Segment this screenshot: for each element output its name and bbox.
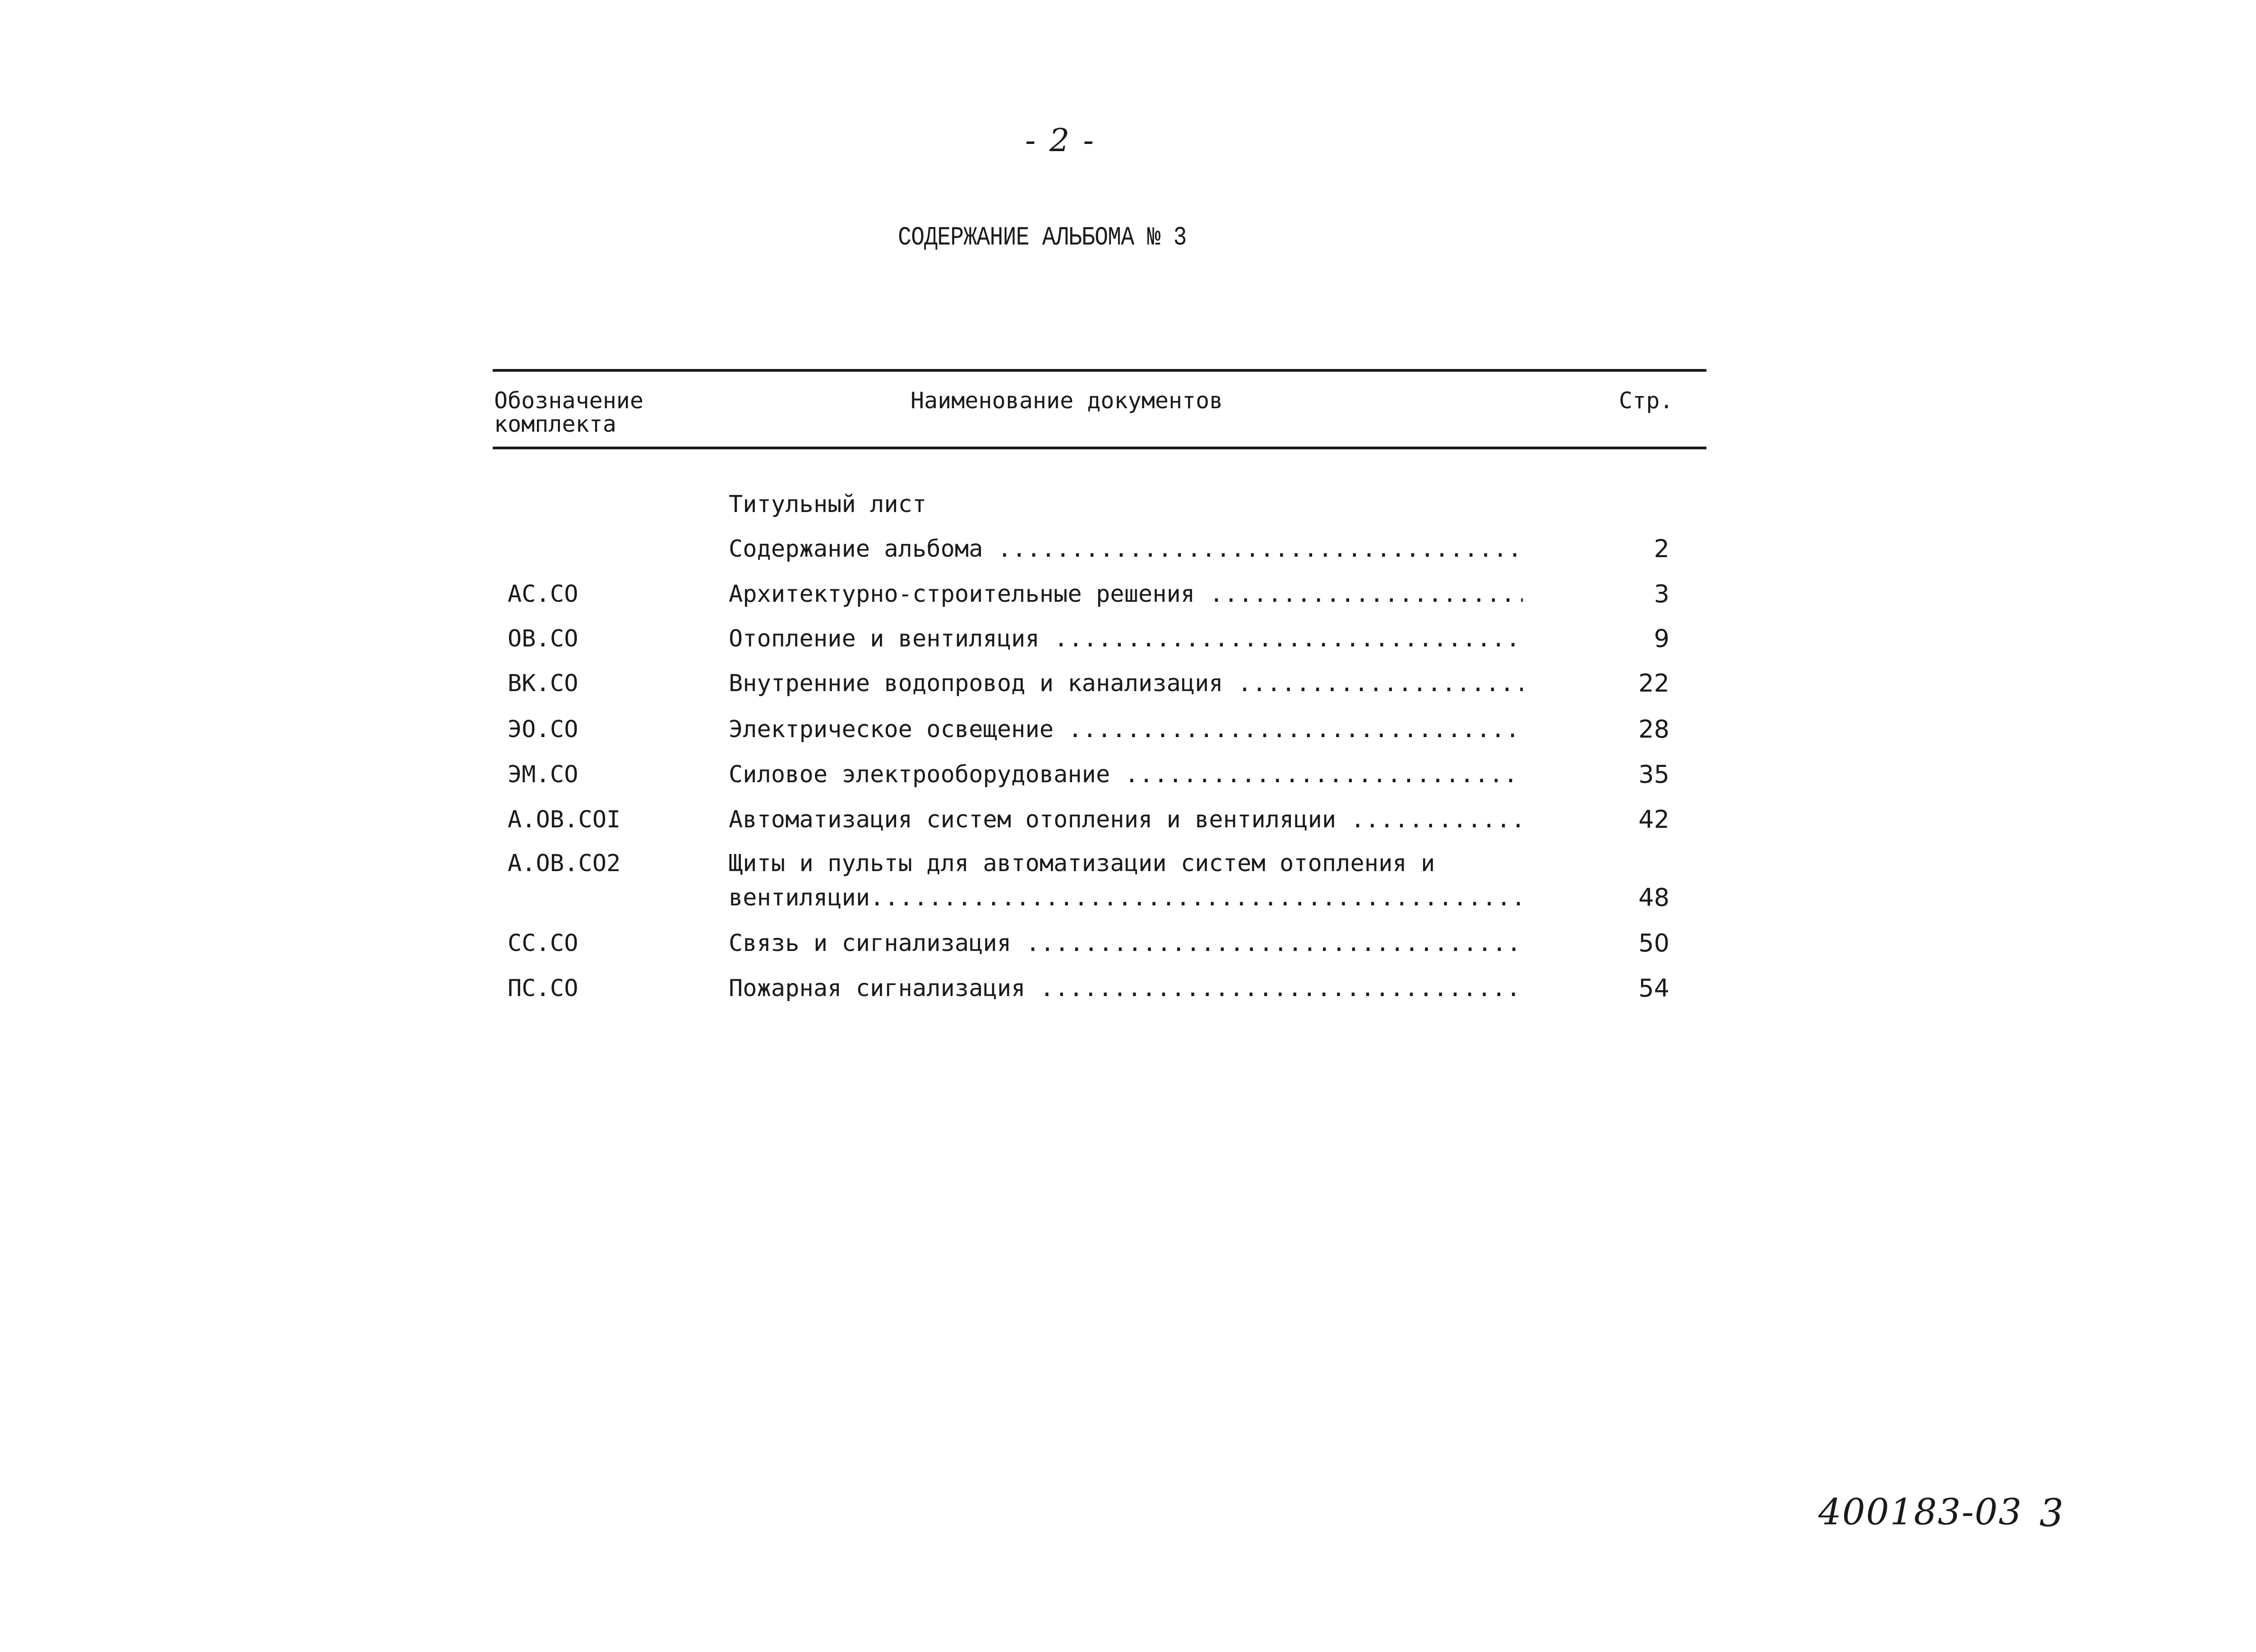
row-name: Силовое электрооборудование ..... — [729, 757, 1523, 792]
document-code-stamp: 400183-03 — [1818, 1491, 2023, 1533]
row-code: ВК.СО — [508, 670, 578, 697]
row-page: 9 — [1654, 624, 1669, 653]
row-code: ЭО.СО — [508, 716, 578, 743]
row-name: Внутренние водопровод и канализация ..... — [729, 666, 1523, 701]
row-name: Связь и сигнализация ..... — [729, 926, 1523, 960]
row-code: ПС.СО — [508, 975, 578, 1002]
header-code-text: Обозначение комплекта — [494, 388, 644, 437]
page-number: - 2 - — [1025, 122, 1096, 159]
row-name: Отопление и вентиляция ..... — [729, 622, 1523, 656]
table-header-rule — [493, 447, 1706, 449]
row-name: Электрическое освещение ..... — [729, 712, 1523, 747]
row-code: А.ОВ.СОI — [508, 806, 621, 833]
row-code: А.ОВ.СО2 — [508, 850, 621, 877]
row-page: 54 — [1638, 974, 1669, 1002]
row-page: 35 — [1638, 760, 1669, 789]
row-page: 22 — [1638, 669, 1669, 697]
row-name: Автоматизация систем отопления и вентиляции ..... — [729, 803, 1523, 837]
row-name: Титульный лист — [729, 491, 927, 518]
document-title: СОДЕРЖАНИЕ АЛЬБОМА № 3 — [898, 223, 1187, 253]
row-name: Пожарная сигнализация ..... — [729, 971, 1523, 1006]
table-top-rule — [493, 369, 1706, 372]
row-page: 2 — [1654, 535, 1669, 563]
row-page: 3 — [1654, 580, 1669, 608]
row-page: 42 — [1638, 805, 1669, 834]
row-page: 28 — [1638, 715, 1669, 743]
sheet-number: 3 — [2039, 1491, 2064, 1535]
header-name: Наименование документов — [911, 388, 1223, 414]
header-code — [494, 389, 643, 436]
header-page: Стр. — [1619, 388, 1674, 414]
row-code: АС.СО — [508, 581, 578, 608]
row-page: 50 — [1638, 929, 1669, 957]
row-name-continued: вентиляции ..... — [729, 881, 1523, 915]
row-code: СС.СО — [508, 930, 578, 957]
row-name: Щиты и пульты для автоматизации систем отопления и — [729, 850, 1435, 877]
row-code: ОВ.СО — [508, 625, 578, 652]
row-page: 48 — [1638, 883, 1669, 912]
row-code: ЭМ.СО — [508, 761, 578, 788]
row-name: Содержание альбома ..... — [729, 532, 1523, 566]
row-name: Архитектурно-строительные решения ..... — [729, 577, 1523, 611]
